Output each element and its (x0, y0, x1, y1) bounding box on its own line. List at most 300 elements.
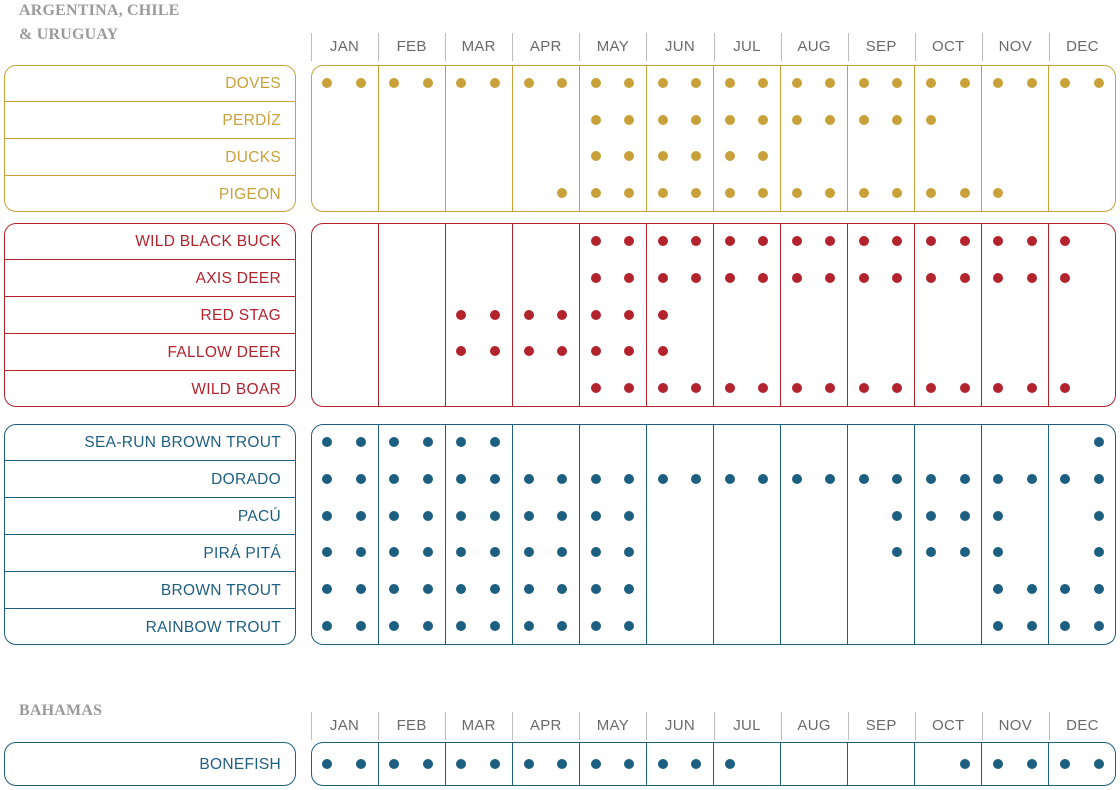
season-dot (591, 115, 601, 125)
season-dot (557, 78, 567, 88)
species-label-panel (4, 742, 296, 786)
month-label-oct: OCT (932, 717, 965, 734)
month-label-nov: NOV (998, 717, 1033, 734)
species-label: DUCKS (225, 148, 281, 166)
season-dot (658, 236, 668, 246)
season-dot (356, 474, 366, 484)
season-dot (993, 383, 1003, 393)
season-dot (624, 310, 634, 320)
season-dot (322, 584, 332, 594)
season-dot (725, 759, 735, 769)
season-dot (1094, 547, 1104, 557)
season-dot (658, 115, 668, 125)
season-dot (758, 115, 768, 125)
season-dot (389, 511, 399, 521)
month-divider (512, 743, 513, 785)
month-divider (378, 425, 379, 644)
season-dot (758, 236, 768, 246)
species-label-panel (4, 65, 296, 212)
month-label-feb: FEB (396, 717, 427, 734)
season-dot (859, 273, 869, 283)
month-divider (646, 66, 647, 211)
season-dot (792, 188, 802, 198)
season-dot (322, 78, 332, 88)
season-dot (725, 188, 735, 198)
season-dot (624, 115, 634, 125)
month-divider (847, 425, 848, 644)
season-dot (691, 115, 701, 125)
season-dot (389, 474, 399, 484)
season-dot (624, 474, 634, 484)
month-divider (780, 224, 781, 406)
month-divider (780, 425, 781, 644)
season-dot (591, 621, 601, 631)
month-divider (378, 743, 379, 785)
species-label: FALLOW DEER (167, 343, 281, 361)
season-dot (456, 437, 466, 447)
season-dot (524, 511, 534, 521)
season-dot (1094, 621, 1104, 631)
season-dot (792, 474, 802, 484)
season-dot (624, 78, 634, 88)
season-dot (725, 151, 735, 161)
season-dot (960, 759, 970, 769)
season-dot (960, 236, 970, 246)
species-row (5, 743, 295, 787)
season-dot (1060, 78, 1070, 88)
month-divider (512, 66, 513, 211)
species-row (5, 66, 295, 103)
season-dot (926, 383, 936, 393)
season-dot (993, 621, 1003, 631)
season-dot (960, 474, 970, 484)
month-divider (579, 224, 580, 406)
season-dot (792, 273, 802, 283)
month-label-may: MAY (596, 38, 630, 55)
group-birds (4, 65, 1116, 212)
species-label: RED STAG (200, 306, 281, 324)
season-dot (960, 188, 970, 198)
species-row (5, 371, 295, 408)
season-dot (490, 759, 500, 769)
season-dot (658, 383, 668, 393)
region-title (19, 0, 180, 47)
month-divider (512, 425, 513, 644)
season-dot (524, 346, 534, 356)
species-label: RAINBOW TROUT (145, 618, 281, 636)
season-grid (311, 65, 1116, 212)
season-dot (926, 547, 936, 557)
species-row (5, 140, 295, 177)
season-dot (624, 759, 634, 769)
season-dot (557, 621, 567, 631)
season-dot (557, 474, 567, 484)
season-dot (758, 273, 768, 283)
month-label-nov: NOV (998, 38, 1033, 55)
month-divider (713, 224, 714, 406)
season-dot (993, 511, 1003, 521)
month-divider (445, 743, 446, 785)
species-row (5, 499, 295, 536)
season-dot (892, 78, 902, 88)
species-row (5, 462, 295, 499)
season-dot (389, 547, 399, 557)
season-dot (892, 511, 902, 521)
species-label-panel (4, 223, 296, 407)
season-dot (960, 273, 970, 283)
season-dot (658, 310, 668, 320)
month-label-dec: DEC (1066, 38, 1099, 55)
season-dot (456, 78, 466, 88)
month-divider (914, 425, 915, 644)
season-dot (389, 621, 399, 631)
season-dot (892, 236, 902, 246)
season-grid (311, 424, 1116, 645)
season-dot (524, 474, 534, 484)
month-divider (512, 224, 513, 406)
season-dot (524, 78, 534, 88)
month-divider (914, 743, 915, 785)
season-dot (389, 78, 399, 88)
season-dot (960, 547, 970, 557)
season-dot (892, 115, 902, 125)
season-dot (1094, 511, 1104, 521)
season-dot (926, 474, 936, 484)
species-label-panel (4, 424, 296, 645)
season-dot (456, 621, 466, 631)
season-dot (691, 383, 701, 393)
season-dot (490, 474, 500, 484)
season-dot (624, 346, 634, 356)
season-dot (725, 273, 735, 283)
season-dot (557, 511, 567, 521)
season-dot (356, 584, 366, 594)
month-divider (1048, 743, 1049, 785)
species-row (5, 425, 295, 462)
month-label-mar: MAR (461, 717, 496, 734)
month-label-jun: JUN (664, 717, 695, 734)
season-dot (624, 383, 634, 393)
season-dot (960, 511, 970, 521)
season-dot (892, 474, 902, 484)
month-label-apr: APR (529, 38, 562, 55)
month-divider (981, 224, 982, 406)
season-dot (591, 310, 601, 320)
season-dot (658, 759, 668, 769)
season-dot (758, 151, 768, 161)
season-dot (1027, 759, 1037, 769)
month-divider (780, 66, 781, 211)
species-row (5, 261, 295, 298)
season-dot (624, 621, 634, 631)
month-divider (646, 425, 647, 644)
month-divider (847, 224, 848, 406)
month-divider (445, 425, 446, 644)
season-dot (1060, 383, 1070, 393)
season-dot (725, 115, 735, 125)
season-dot (892, 547, 902, 557)
season-dot (456, 759, 466, 769)
season-dot (792, 383, 802, 393)
season-dot (557, 346, 567, 356)
season-dot (993, 547, 1003, 557)
month-divider (378, 224, 379, 406)
season-dot (490, 346, 500, 356)
month-label-aug: AUG (797, 717, 831, 734)
season-dot (591, 759, 601, 769)
species-label: DORADO (211, 471, 281, 489)
season-dot (691, 188, 701, 198)
season-dot (725, 236, 735, 246)
season-dot (1027, 78, 1037, 88)
species-label: PIGEON (218, 185, 281, 203)
month-divider (646, 743, 647, 785)
month-divider (1048, 66, 1049, 211)
month-divider (445, 66, 446, 211)
season-dot (591, 383, 601, 393)
season-dot (758, 188, 768, 198)
group-fishing (4, 424, 1116, 645)
season-dot (423, 759, 433, 769)
season-dot (825, 188, 835, 198)
season-dot (859, 236, 869, 246)
season-dot (356, 78, 366, 88)
season-dot (624, 236, 634, 246)
season-dot (658, 346, 668, 356)
season-grid (311, 223, 1116, 407)
season-dot (658, 273, 668, 283)
month-label-jun: JUN (664, 38, 695, 55)
species-label: BONEFISH (199, 756, 281, 773)
season-dot (591, 346, 601, 356)
season-dot (389, 437, 399, 447)
season-dot (1027, 474, 1037, 484)
season-dot (859, 188, 869, 198)
season-dot (557, 584, 567, 594)
season-dot (926, 236, 936, 246)
season-dot (658, 188, 668, 198)
season-dot (456, 474, 466, 484)
region-title-line: BAHAMAS (19, 702, 103, 719)
season-dot (993, 188, 1003, 198)
season-dot (792, 236, 802, 246)
season-dot (1094, 78, 1104, 88)
season-dot (490, 437, 500, 447)
season-dot (926, 115, 936, 125)
species-row (5, 103, 295, 140)
species-row (5, 176, 295, 213)
species-label: PERDÍZ (222, 112, 281, 130)
season-dot (490, 78, 500, 88)
month-divider (579, 743, 580, 785)
season-dot (624, 188, 634, 198)
season-dot (926, 273, 936, 283)
month-label-jul: JUL (733, 38, 761, 55)
season-dot (322, 621, 332, 631)
species-row (5, 298, 295, 335)
season-dot (892, 383, 902, 393)
season-dot (691, 273, 701, 283)
season-dot (792, 78, 802, 88)
month-label-mar: MAR (461, 38, 496, 55)
season-dot (859, 78, 869, 88)
season-dot (859, 474, 869, 484)
month-divider (378, 66, 379, 211)
season-dot (591, 547, 601, 557)
month-header (311, 712, 1116, 740)
month-label-aug: AUG (797, 38, 831, 55)
species-row (5, 609, 295, 646)
season-dot (624, 584, 634, 594)
month-divider (847, 66, 848, 211)
season-dot (658, 78, 668, 88)
season-dot (624, 511, 634, 521)
month-label-dec: DEC (1066, 717, 1099, 734)
season-dot (825, 115, 835, 125)
season-dot (423, 621, 433, 631)
season-dot (1060, 273, 1070, 283)
season-dot (557, 188, 567, 198)
species-label: WILD BOAR (191, 380, 281, 398)
season-dot (423, 511, 433, 521)
season-dot (322, 547, 332, 557)
season-dot (658, 151, 668, 161)
region-title-line: & URUGUAY (19, 26, 119, 43)
season-dot (456, 584, 466, 594)
month-divider (445, 224, 446, 406)
season-dot (356, 437, 366, 447)
season-dot (993, 584, 1003, 594)
species-label: PACÚ (237, 508, 281, 526)
month-label-apr: APR (529, 717, 562, 734)
season-dot (591, 584, 601, 594)
season-dot (658, 474, 668, 484)
season-dot (926, 78, 936, 88)
month-label-oct: OCT (932, 38, 965, 55)
season-dot (557, 310, 567, 320)
season-dot (322, 759, 332, 769)
season-dot (825, 78, 835, 88)
season-dot (591, 236, 601, 246)
season-dot (1027, 584, 1037, 594)
season-dot (591, 188, 601, 198)
season-dot (389, 584, 399, 594)
month-label-feb: FEB (396, 38, 427, 55)
species-label: BROWN TROUT (160, 581, 281, 599)
month-divider (713, 66, 714, 211)
season-dot (691, 474, 701, 484)
month-divider (713, 743, 714, 785)
species-label: AXIS DEER (195, 270, 281, 288)
season-dot (591, 78, 601, 88)
season-dot (825, 273, 835, 283)
month-label-may: MAY (596, 717, 630, 734)
season-dot (1027, 621, 1037, 631)
month-header (311, 33, 1116, 61)
species-row (5, 334, 295, 371)
species-label: DOVES (225, 75, 281, 93)
season-dot (825, 383, 835, 393)
season-dot (926, 188, 936, 198)
season-dot (557, 547, 567, 557)
season-dot (993, 759, 1003, 769)
season-dot (423, 547, 433, 557)
season-dot (456, 346, 466, 356)
season-dot (892, 188, 902, 198)
month-label-sep: SEP (865, 38, 897, 55)
season-dot (591, 511, 601, 521)
region-title (19, 699, 102, 723)
season-dot (892, 273, 902, 283)
season-dot (524, 584, 534, 594)
season-dot (1094, 584, 1104, 594)
season-dot (389, 759, 399, 769)
season-dot (691, 78, 701, 88)
season-dot (1094, 474, 1104, 484)
season-dot (993, 236, 1003, 246)
season-dot (792, 115, 802, 125)
season-dot (1027, 273, 1037, 283)
month-divider (713, 425, 714, 644)
season-dot (758, 78, 768, 88)
month-label-jul: JUL (733, 717, 761, 734)
season-dot (725, 78, 735, 88)
season-dot (490, 621, 500, 631)
season-dot (356, 511, 366, 521)
month-divider (981, 743, 982, 785)
season-dot (725, 383, 735, 393)
season-dot (490, 511, 500, 521)
season-dot (960, 383, 970, 393)
month-divider (646, 224, 647, 406)
season-dot (993, 78, 1003, 88)
season-dot (356, 759, 366, 769)
season-dot (524, 547, 534, 557)
season-dot (758, 383, 768, 393)
season-dot (960, 78, 970, 88)
season-dot (423, 474, 433, 484)
season-dot (423, 437, 433, 447)
month-divider (914, 66, 915, 211)
species-label: PIRÁ PITÁ (203, 544, 281, 562)
group-flats (4, 742, 1116, 786)
season-dot (624, 273, 634, 283)
season-dot (322, 474, 332, 484)
month-label-jan: JAN (329, 38, 360, 55)
season-dot (557, 759, 567, 769)
season-dot (926, 511, 936, 521)
month-divider (579, 425, 580, 644)
season-dot (1060, 236, 1070, 246)
season-dot (825, 474, 835, 484)
season-dot (322, 511, 332, 521)
season-dot (691, 151, 701, 161)
season-dot (423, 584, 433, 594)
season-dot (859, 383, 869, 393)
season-dot (356, 547, 366, 557)
season-dot (1094, 759, 1104, 769)
region-title-line: ARGENTINA, CHILE (19, 2, 180, 19)
season-dot (322, 437, 332, 447)
season-dot (691, 236, 701, 246)
month-divider (1048, 425, 1049, 644)
species-row (5, 572, 295, 609)
season-dot (490, 547, 500, 557)
season-dot (591, 273, 601, 283)
month-label-jan: JAN (329, 717, 360, 734)
season-dot (859, 115, 869, 125)
species-label: SEA-RUN BROWN TROUT (84, 434, 281, 452)
